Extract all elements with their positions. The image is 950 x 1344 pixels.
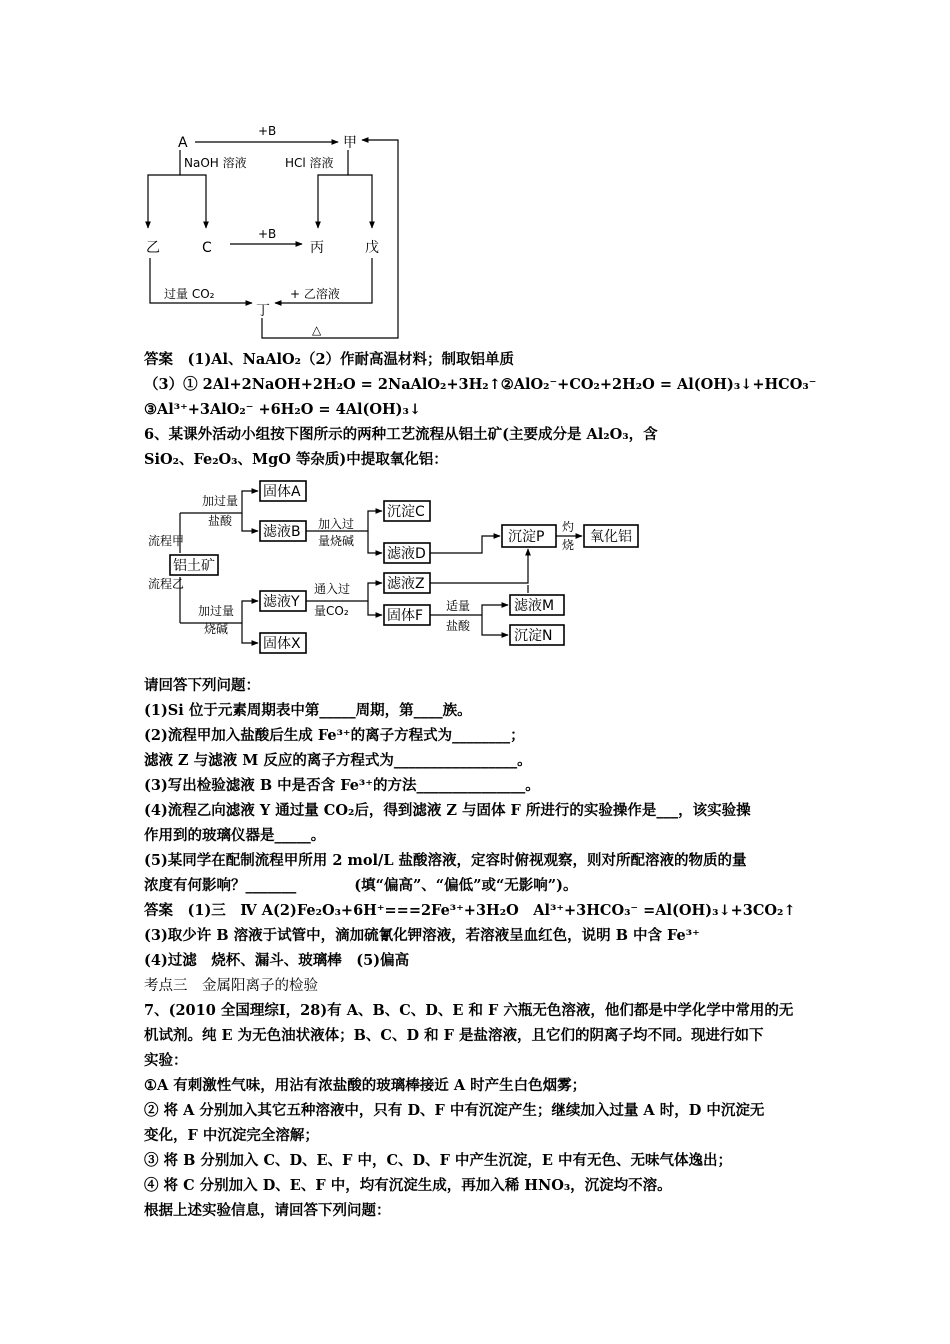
- node-yi: 乙: [146, 240, 160, 256]
- q6-question-5: (4)流程乙向滤液 Y 通过量 CO₂后，得到滤液 Z 与固体 F 所进行的实验操作是___，该实验操: [144, 802, 751, 819]
- solid-a-label: 固体A: [263, 484, 301, 500]
- q7-line1: 机试剂。纯 E 为无色油状液体；B、C、D 和 F 是盐溶液，且它们的阴离子均不同。现进行如下: [144, 1027, 764, 1044]
- reaction-diagram-1: [140, 120, 410, 345]
- node-A: A: [178, 135, 188, 151]
- q7-line3: ①A 有刺激性气味，用沾有浓盐酸的玻璃棒接近 A 时产生白色烟雾；: [144, 1077, 587, 1094]
- prec-n-label: 沉淀N: [514, 628, 553, 644]
- arrow-label-plus-b-top: +B: [258, 124, 277, 138]
- prec-p-label: 沉淀P: [508, 529, 545, 545]
- solid-f-label: 固体F: [387, 608, 424, 624]
- process-flow-diagram: [142, 473, 662, 663]
- answer5-line3: ③Al³⁺+3AlO₂⁻ +6H₂O = 4Al(OH)₃↓: [144, 401, 422, 418]
- label-hcl2-2: 盐酸: [446, 619, 471, 633]
- q7-line6: ③ 将 B 分别加入 C、D、E、F 中，C、D、F 中产生沉淀，E 中有无色、无味气体逸出；: [144, 1152, 733, 1169]
- arrow-label-heat: △: [312, 323, 322, 337]
- label-burn-2: 烧: [562, 538, 575, 552]
- arrow-label-naoh: NaOH 溶液: [184, 156, 247, 170]
- label-add-naoh-2: 量烧碱: [318, 534, 355, 548]
- arrow-label-yi-solution: + 乙溶液: [290, 287, 340, 301]
- filtrate-d-label: 滤液D: [387, 546, 426, 562]
- prec-c-label: 沉淀C: [387, 504, 425, 520]
- q7-line8: 根据上述实验信息，请回答下列问题：: [144, 1202, 391, 1219]
- arrow-label-hcl: HCl 溶液: [285, 156, 334, 170]
- q6-question-0: 请回答下列问题：: [144, 677, 260, 694]
- label-add-hcl-2: 盐酸: [208, 514, 233, 528]
- label-process-jia: 流程甲: [148, 534, 185, 548]
- label-add-naoh-1: 加入过: [318, 517, 355, 531]
- node-ding: 丁: [256, 303, 270, 319]
- label-co2-1: 通入过: [314, 582, 351, 596]
- arrow-label-plus-b-mid: +B: [258, 227, 277, 241]
- q6-question-4: (3)写出检验滤液 B 中是否含 Fe³⁺的方法_______________。: [144, 777, 540, 794]
- label-process-yi: 流程乙: [148, 577, 185, 591]
- q7-line2: 实验：: [144, 1052, 188, 1069]
- q6-line1: 6、某课外活动小组按下图所示的两种工艺流程从铝土矿(主要成分是 Al₂O₃，含: [144, 426, 658, 443]
- q6-question-1: (1)Si 位于元素周期表中第_____周期，第____族。: [144, 702, 472, 719]
- alumina-label: 氧化铝: [590, 529, 632, 545]
- q6-question-8: 浓度有何影响？_______ (填“偏高”、“偏低”或“无影响”)。: [144, 877, 578, 894]
- solid-x-label: 固体X: [263, 636, 301, 652]
- filtrate-b-label: 滤液B: [263, 524, 301, 540]
- q6-line2: SiO₂、Fe₂O₃、MgO 等杂质)中提取氧化铝：: [144, 451, 448, 468]
- filtrate-y-label: 滤液Y: [263, 594, 300, 610]
- answer5-line1: 答案 (1)Al、NaAlO₂（2）作耐高温材料；制取铝单质: [144, 351, 515, 368]
- q6-question-7: (5)某同学在配制流程甲所用 2 mol/L 盐酸溶液，定容时俯视观察，则对所配溶液的物质的量: [144, 852, 747, 869]
- label-burn-1: 灼: [562, 520, 575, 534]
- answer6-line0: 答案 (1)三 Ⅳ A(2)Fe₂O₃+6H⁺===2Fe³⁺+3H₂O Al³⁺+3HCO₃⁻ =Al(OH)₃↓+3CO₂↑: [144, 902, 796, 919]
- label-add-naoh2-2: 烧碱: [204, 622, 229, 636]
- q7-line5: 变化，F 中沉淀完全溶解；: [144, 1127, 319, 1144]
- filtrate-z-label: 滤液Z: [387, 576, 425, 592]
- filtrate-m-label: 滤液M: [514, 598, 555, 614]
- answer6-line1: (3)取少许 B 溶液于试管中，滴加硫氰化钾溶液，若溶液呈血红色，说明 B 中含 Fe³⁺: [144, 927, 700, 944]
- ore-label: 铝土矿: [173, 558, 215, 574]
- q7-line4: ② 将 A 分别加入其它五种溶液中，只有 D、F 中有沉淀产生；继续加入过量 A 时，D 中沉淀无: [144, 1102, 765, 1119]
- node-C: C: [202, 240, 212, 256]
- q6-question-2: (2)流程甲加入盐酸后生成 Fe³⁺的离子方程式为________；: [144, 727, 525, 744]
- label-add-hcl-1: 加过量: [202, 494, 239, 508]
- label-co2-2: 量CO₂: [314, 604, 349, 618]
- node-jia: 甲: [343, 135, 357, 151]
- q7-line7: ④ 将 C 分别加入 D、E、F 中，均有沉淀生成，再加入稀 HNO₃，沉淀均不溶。: [144, 1177, 672, 1194]
- label-hcl2-1: 适量: [446, 599, 471, 613]
- node-bing: 丙: [310, 240, 324, 256]
- answer5-line2: （3）① 2Al+2NaOH+2H₂O = 2NaAlO₂+3H₂↑②AlO₂⁻+CO₂+2H₂O = Al(OH)₃↓+HCO₃⁻: [144, 376, 817, 393]
- arrow-label-co2: 过量 CO₂: [164, 287, 215, 301]
- answer6-line2: (4)过滤 烧杯、漏斗、玻璃棒 (5)偏高: [144, 952, 410, 969]
- label-add-naoh2-1: 加过量: [198, 604, 235, 618]
- q7-line0: 7、(2010 全国理综Ⅰ，28)有 A、B、C、D、E 和 F 六瓶无色溶液，他们都是中学化学中常用的无: [144, 1002, 794, 1019]
- q6-question-3: 滤液 Z 与滤液 M 反应的离子方程式为_________________。: [144, 752, 532, 769]
- node-wu: 戊: [365, 240, 379, 256]
- section-heading: 考点三 金属阳离子的检验: [144, 978, 318, 994]
- q6-question-6: 作用到的玻璃仪器是_____。: [144, 827, 326, 844]
